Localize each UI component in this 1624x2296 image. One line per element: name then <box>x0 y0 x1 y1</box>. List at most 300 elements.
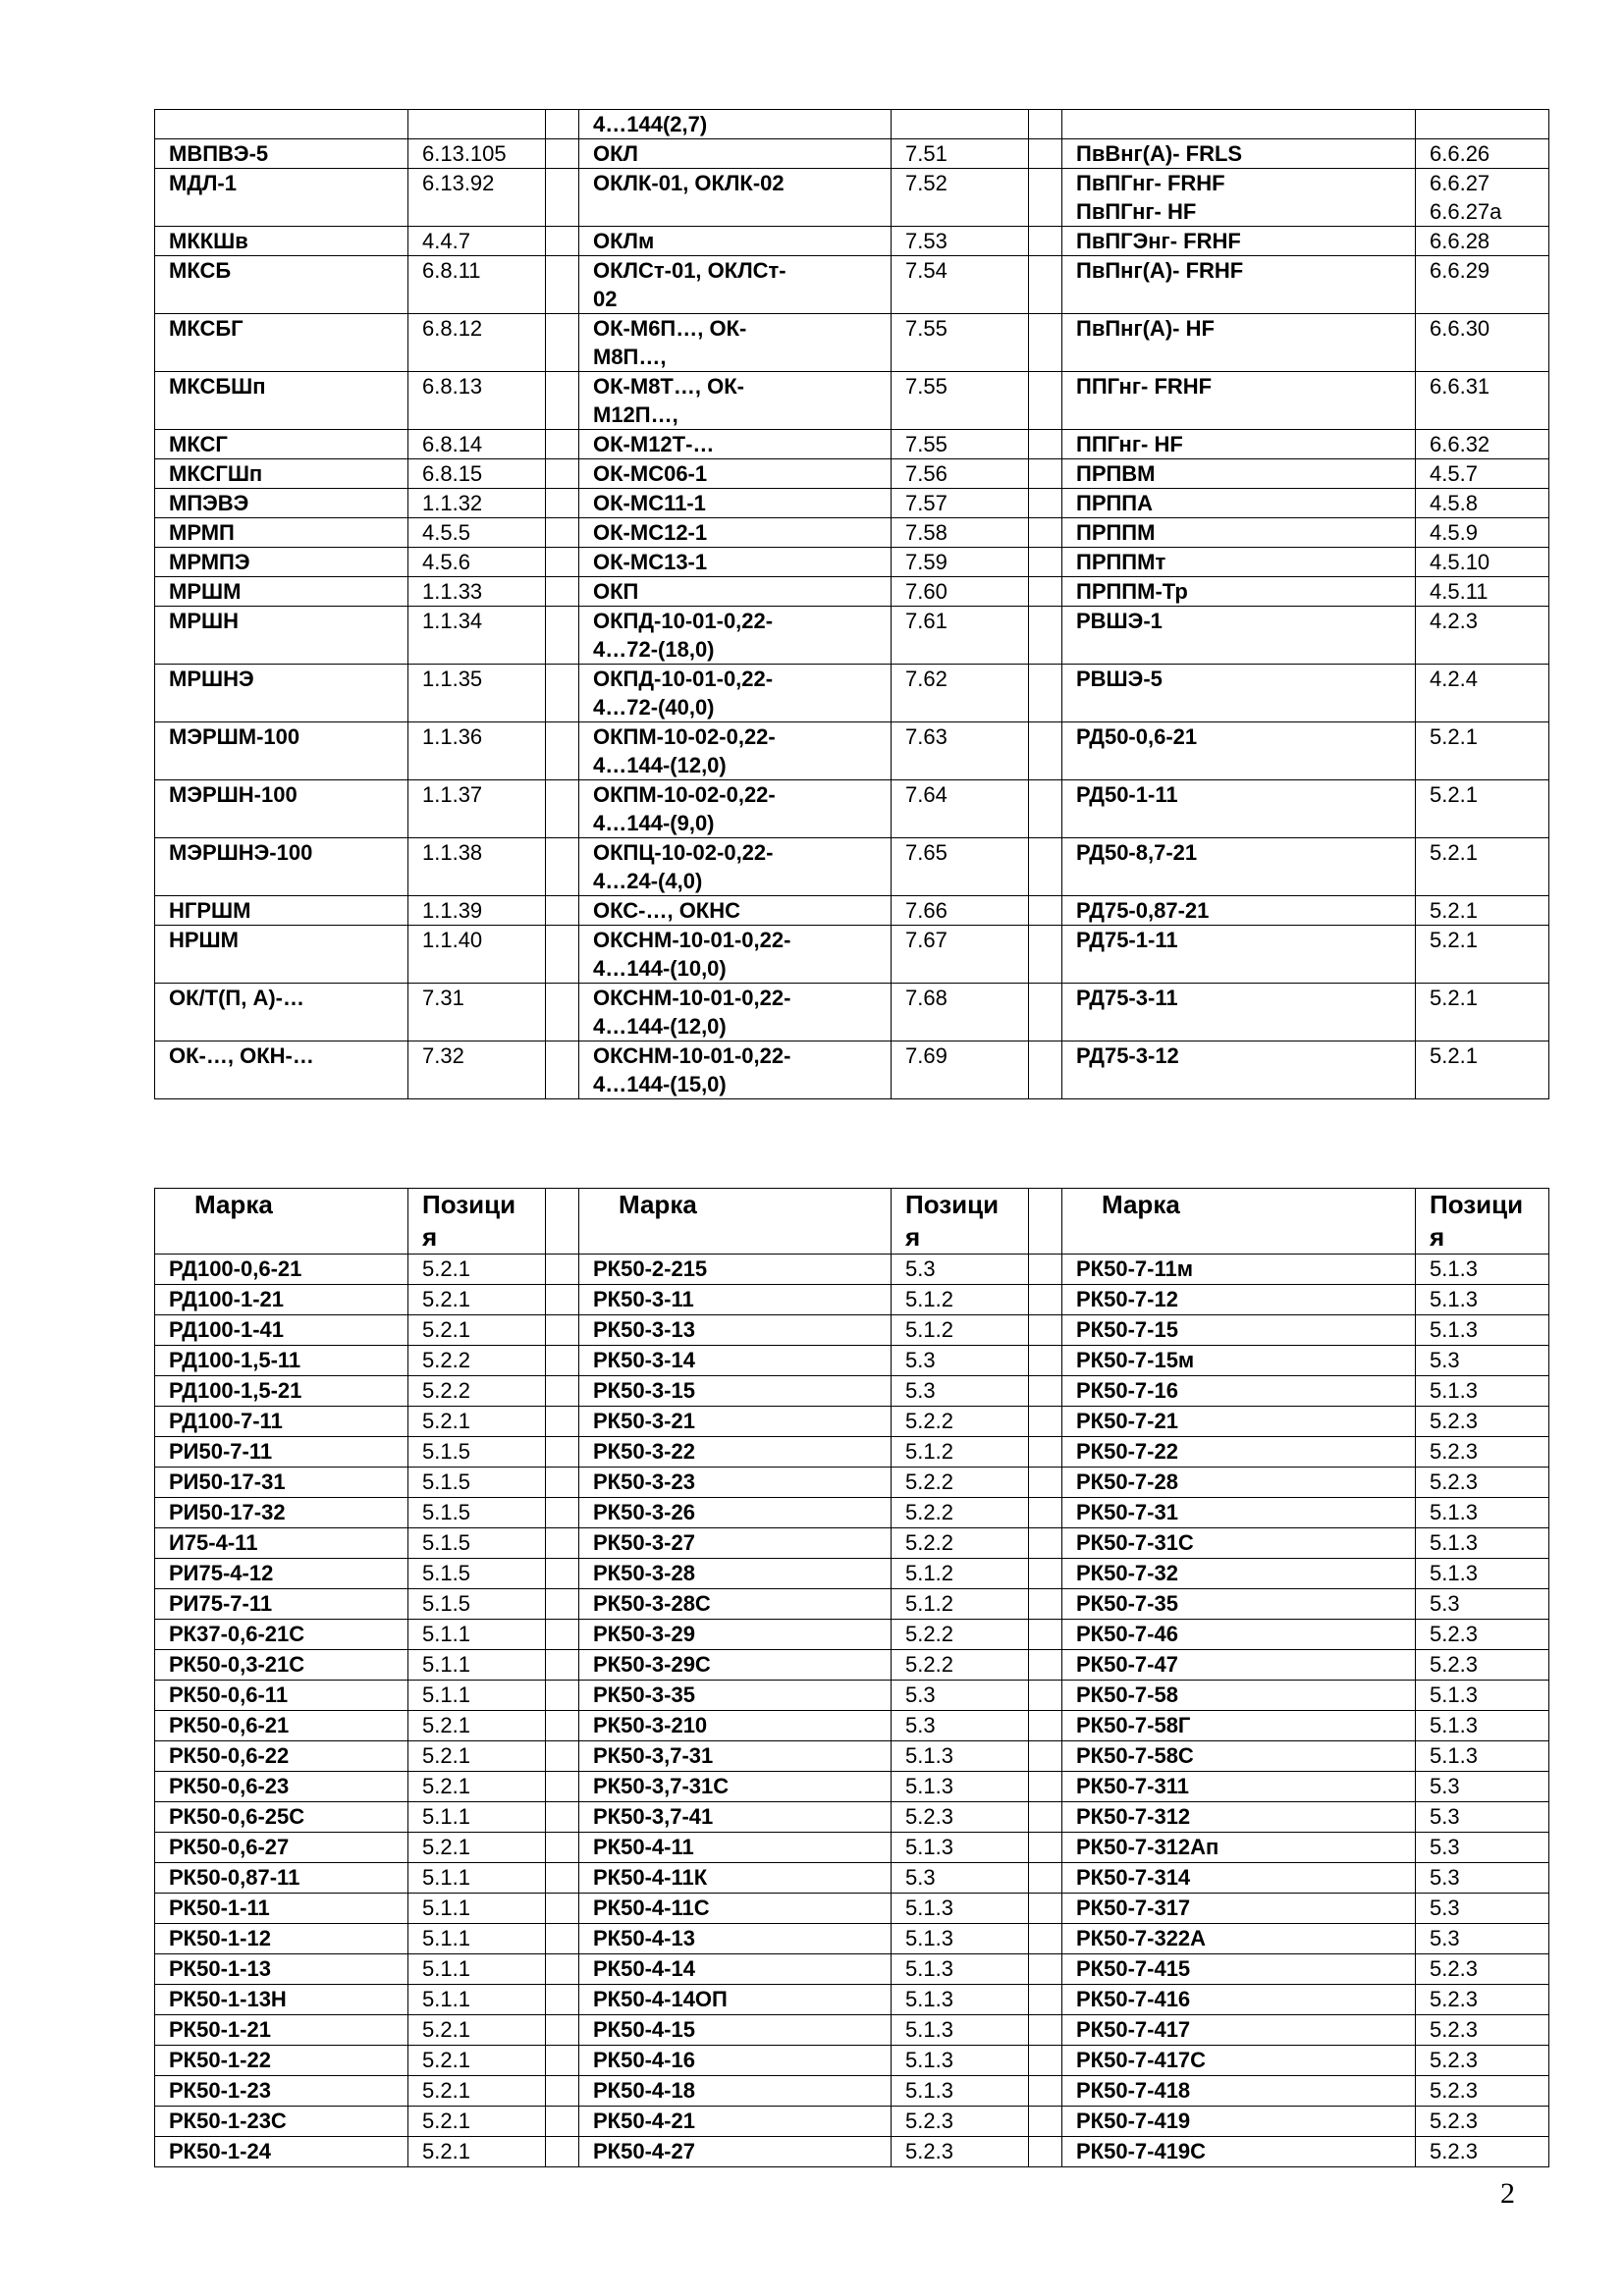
position-cell: 5.3 <box>892 1255 1029 1285</box>
gap-cell <box>1029 1437 1062 1468</box>
gap-cell <box>546 459 579 489</box>
cell-line <box>169 1012 407 1041</box>
position-cell: 5.2.2 <box>892 1650 1029 1681</box>
mark-cell: РК50-0,3-21С <box>155 1650 408 1681</box>
cell-line: 4.5.8 <box>1430 491 1478 515</box>
position-cell <box>892 256 1029 314</box>
cell-line <box>905 343 1028 371</box>
mark-cell <box>155 430 408 459</box>
cell-line: 7.55 <box>905 316 947 341</box>
position-cell <box>1416 1041 1549 1099</box>
mark-cell: РК50-3,7-31С <box>579 1772 892 1802</box>
cell-line <box>1076 635 1415 664</box>
cell-line: ОКЛм <box>593 229 655 253</box>
cell-line: ОКПД-10-01-0,22- <box>593 609 774 633</box>
mark-cell: РК37-0,6-21С <box>155 1620 408 1650</box>
position-cell: 5.2.2 <box>892 1528 1029 1559</box>
cell-line: ОКПД-10-01-0,22- <box>593 667 774 691</box>
mark-cell: РК50-3-29С <box>579 1650 892 1681</box>
table-row <box>155 1924 1549 1954</box>
position-cell <box>892 577 1029 607</box>
cell-line <box>905 1012 1028 1041</box>
position-cell <box>408 489 546 518</box>
mark-cell: РД100-0,6-21 <box>155 1255 408 1285</box>
position-cell: 5.2.2 <box>892 1498 1029 1528</box>
cell-line: ППГнг- HF <box>1076 432 1183 456</box>
cell-line: 02 <box>593 287 618 311</box>
position-cell <box>892 227 1029 256</box>
gap-cell <box>546 607 579 665</box>
cell-line <box>1076 867 1415 895</box>
cell-line <box>422 110 545 138</box>
mark-cell: РК50-7-418 <box>1062 2076 1416 2107</box>
gap-cell <box>546 1407 579 1437</box>
gap-cell <box>1029 489 1062 518</box>
gap-cell <box>546 1528 579 1559</box>
position-cell <box>408 665 546 722</box>
table-row <box>155 169 1549 227</box>
cell-line: 7.56 <box>905 461 947 486</box>
mark-cell <box>579 169 892 227</box>
mark-cell: РК50-0,6-23 <box>155 1772 408 1802</box>
mark-cell <box>1062 665 1416 722</box>
cell-line <box>1430 285 1548 313</box>
position-cell: 5.3 <box>892 1346 1029 1376</box>
mark-cell <box>579 780 892 838</box>
cell-line <box>905 867 1028 895</box>
mark-cell: РК50-3-22 <box>579 1437 892 1468</box>
cell-line: 7.60 <box>905 579 947 604</box>
position-cell: 5.1.2 <box>892 1559 1029 1589</box>
mark-cell: РК50-3-11 <box>579 1285 892 1315</box>
table-row <box>155 665 1549 722</box>
position-cell <box>1416 110 1549 139</box>
mark-cell <box>1062 722 1416 780</box>
mark-cell <box>579 227 892 256</box>
cell-line: ОКПМ-10-02-0,22- <box>593 724 776 749</box>
mark-cell: РК50-7-416 <box>1062 1985 1416 2015</box>
cell-line: 5.2.1 <box>1430 928 1478 952</box>
cell-line: 4.5.6 <box>422 550 470 574</box>
mark-cell: РК50-3-27 <box>579 1528 892 1559</box>
gap-cell <box>1029 548 1062 577</box>
cell-line: 7.68 <box>905 986 947 1010</box>
gap-cell <box>1029 1863 1062 1894</box>
gap-cell <box>1029 926 1062 984</box>
position-cell: 5.1.3 <box>892 1985 1029 2015</box>
gap-cell <box>546 110 579 139</box>
cell-line: 7.62 <box>905 667 947 691</box>
position-cell <box>892 372 1029 430</box>
cell-line <box>169 867 407 895</box>
cell-line: 7.64 <box>905 782 947 807</box>
mark-cell: РИ75-7-11 <box>155 1589 408 1620</box>
gap-cell <box>546 227 579 256</box>
position-cell <box>892 139 1029 169</box>
gap-cell <box>1029 2107 1062 2137</box>
mark-cell: РК50-0,6-22 <box>155 1741 408 1772</box>
table-row <box>155 1833 1549 1863</box>
cell-line: МКСГШп <box>169 461 263 486</box>
page-number: 2 <box>1500 2177 1515 2210</box>
position-cell <box>1416 227 1549 256</box>
cell-line <box>1076 954 1415 983</box>
mark-cell <box>155 227 408 256</box>
mark-cell: РК50-4-27 <box>579 2137 892 2167</box>
table-row <box>155 1376 1549 1407</box>
mark-cell: РК50-7-314 <box>1062 1863 1416 1894</box>
cell-line: ОК-М8Т…, ОК- <box>593 374 744 399</box>
mark-cell: РК50-7-12 <box>1062 1285 1416 1315</box>
cell-line: 4.2.4 <box>1430 667 1478 691</box>
mark-cell <box>579 548 892 577</box>
table-row <box>155 1559 1549 1589</box>
mark-cell: РК50-2-215 <box>579 1255 892 1285</box>
mark-cell: РК50-7-317 <box>1062 1894 1416 1924</box>
gap-cell <box>1029 372 1062 430</box>
cell-line: 7.54 <box>905 258 947 283</box>
gap-cell <box>546 1711 579 1741</box>
mark-cell <box>155 110 408 139</box>
cell-line <box>422 343 545 371</box>
gap-cell <box>1029 2046 1062 2076</box>
gap-cell <box>546 1985 579 2015</box>
header-mark-3: Марка <box>1062 1189 1416 1255</box>
table-row <box>155 2137 1549 2167</box>
gap-cell <box>546 1041 579 1099</box>
table-row <box>155 838 1549 896</box>
position-cell: 5.3 <box>892 1376 1029 1407</box>
mark-cell <box>579 896 892 926</box>
header-position-2-line1: Позици <box>905 1190 1000 1219</box>
cell-line: 4.5.11 <box>1430 579 1489 604</box>
cell-line: 6.8.11 <box>422 258 481 283</box>
position-cell: 5.2.3 <box>1416 2015 1549 2046</box>
cell-line <box>1430 751 1548 779</box>
position-cell: 5.1.5 <box>408 1468 546 1498</box>
mark-cell <box>579 459 892 489</box>
gap-cell <box>1029 1954 1062 1985</box>
mark-cell <box>155 896 408 926</box>
cell-line: 4…144-(15,0) <box>593 1072 727 1096</box>
gap-cell <box>546 984 579 1041</box>
position-cell: 5.2.1 <box>408 2046 546 2076</box>
mark-cell <box>579 722 892 780</box>
position-cell <box>408 372 546 430</box>
gap-cell <box>546 489 579 518</box>
position-cell: 5.3 <box>1416 1894 1549 1924</box>
gap-cell <box>546 1346 579 1376</box>
cell-line: 4.5.10 <box>1430 550 1490 574</box>
position-cell <box>1416 665 1549 722</box>
position-cell: 5.3 <box>1416 1772 1549 1802</box>
mark-cell <box>579 984 892 1041</box>
gap-cell <box>1029 1650 1062 1681</box>
mark-cell <box>155 1041 408 1099</box>
position-cell: 5.3 <box>892 1711 1029 1741</box>
gap-cell <box>546 314 579 372</box>
cell-line: РД75-0,87-21 <box>1076 898 1210 923</box>
cell-line: РД75-3-12 <box>1076 1043 1179 1068</box>
mark-cell: РК50-7-32 <box>1062 1559 1416 1589</box>
mark-cell: РК50-4-11К <box>579 1863 892 1894</box>
gap-cell <box>546 665 579 722</box>
mark-cell: РК50-7-15м <box>1062 1346 1416 1376</box>
gap-cell <box>546 1894 579 1924</box>
gap-cell <box>546 1559 579 1589</box>
gap-cell <box>1029 1346 1062 1376</box>
position-cell <box>892 518 1029 548</box>
mark-cell: РК50-7-15 <box>1062 1315 1416 1346</box>
cell-line: 5.2.1 <box>1430 782 1478 807</box>
mark-cell: РК50-7-58 <box>1062 1681 1416 1711</box>
mark-cell: РК50-4-18 <box>579 2076 892 2107</box>
position-cell: 5.1.3 <box>1416 1741 1549 1772</box>
mark-cell <box>579 430 892 459</box>
table-row <box>155 926 1549 984</box>
table-row <box>155 577 1549 607</box>
position-cell: 5.2.3 <box>892 2137 1029 2167</box>
mark-cell <box>579 926 892 984</box>
cell-line: ОКС-…, ОКНС <box>593 898 741 923</box>
position-cell: 5.2.3 <box>1416 1407 1549 1437</box>
cell-line: 4.5.9 <box>1430 520 1478 545</box>
header-position-1 <box>408 1189 546 1255</box>
table-row <box>155 1772 1549 1802</box>
gap-cell <box>1029 169 1062 227</box>
gap-cell <box>1029 139 1062 169</box>
cell-line: ПвПнг(А)- HF <box>1076 316 1215 341</box>
cell-line: ОК-МС11-1 <box>593 491 706 515</box>
mark-cell <box>1062 548 1416 577</box>
mark-cell: И75-4-11 <box>155 1528 408 1559</box>
cell-line <box>1430 809 1548 837</box>
cell-line <box>422 751 545 779</box>
cell-line <box>905 110 1028 138</box>
gap-cell <box>1029 2076 1062 2107</box>
position-cell: 5.1.2 <box>892 1589 1029 1620</box>
table-row <box>155 227 1549 256</box>
mark-cell <box>1062 577 1416 607</box>
cell-line: 7.61 <box>905 609 947 633</box>
cell-line: РВШЭ-5 <box>1076 667 1163 691</box>
cell-line <box>169 954 407 983</box>
position-cell <box>1416 896 1549 926</box>
gap-cell <box>546 1741 579 1772</box>
cell-line <box>422 954 545 983</box>
gap-cell <box>1029 2137 1062 2167</box>
header-position-1-line1: Позици <box>422 1190 516 1219</box>
position-cell: 5.2.1 <box>408 1741 546 1772</box>
position-cell: 5.2.3 <box>1416 1650 1549 1681</box>
position-cell: 5.2.3 <box>1416 2107 1549 2137</box>
mark-cell: РК50-1-21 <box>155 2015 408 2046</box>
cell-line: 7.67 <box>905 928 947 952</box>
mark-cell <box>579 314 892 372</box>
cell-line: 1.1.39 <box>422 898 483 923</box>
mark-cell <box>155 780 408 838</box>
cell-line <box>593 197 891 226</box>
mark-cell: РД100-1-41 <box>155 1315 408 1346</box>
position-cell: 5.1.3 <box>1416 1376 1549 1407</box>
cell-line: 6.13.105 <box>422 141 507 166</box>
cell-line: 5.2.1 <box>1430 986 1478 1010</box>
cell-line <box>1076 809 1415 837</box>
cell-line: РД50-8,7-21 <box>1076 840 1198 865</box>
cell-line <box>905 400 1028 429</box>
cell-line: МКСБГ <box>169 316 244 341</box>
cell-line <box>905 954 1028 983</box>
position-cell <box>1416 314 1549 372</box>
position-cell: 5.2.1 <box>408 1833 546 1863</box>
mark-cell: РК50-7-16 <box>1062 1376 1416 1407</box>
mark-cell <box>155 984 408 1041</box>
mark-cell: РИ50-17-31 <box>155 1468 408 1498</box>
gap-cell <box>546 518 579 548</box>
cell-line: 7.52 <box>905 171 947 195</box>
position-cell: 5.1.1 <box>408 1863 546 1894</box>
cell-line: М12П…, <box>593 402 678 427</box>
cell-line: ОКСНМ-10-01-0,22- <box>593 1043 791 1068</box>
cell-line: ОК-МС12-1 <box>593 520 708 545</box>
mark-cell <box>1062 518 1416 548</box>
mark-cell: РК50-7-31 <box>1062 1498 1416 1528</box>
table-row <box>155 1589 1549 1620</box>
mark-position-table <box>154 1188 1549 2167</box>
cell-line <box>169 400 407 429</box>
position-cell <box>1416 489 1549 518</box>
mark-cell <box>1062 110 1416 139</box>
gap-cell <box>1029 1681 1062 1711</box>
mark-cell: РК50-7-46 <box>1062 1620 1416 1650</box>
table-row <box>155 1802 1549 1833</box>
gap-cell <box>546 139 579 169</box>
position-cell <box>892 722 1029 780</box>
gap-cell <box>1029 2015 1062 2046</box>
mark-cell: РК50-7-322А <box>1062 1924 1416 1954</box>
mark-cell: РК50-3-15 <box>579 1376 892 1407</box>
gap-cell <box>1029 1711 1062 1741</box>
gap-cell <box>1029 1528 1062 1559</box>
mark-cell: РИ50-7-11 <box>155 1437 408 1468</box>
cell-line: ОК/Т(П, А)-… <box>169 986 304 1010</box>
cell-line: 4.2.3 <box>1430 609 1478 633</box>
table-row <box>155 1041 1549 1099</box>
mark-cell <box>155 372 408 430</box>
table-row <box>155 1315 1549 1346</box>
gap-cell <box>1029 1772 1062 1802</box>
table-row <box>155 896 1549 926</box>
cell-line: ОКЛСт-01, ОКЛСт- <box>593 258 786 283</box>
table-row <box>155 1711 1549 1741</box>
position-cell: 5.1.3 <box>892 1772 1029 1802</box>
position-cell <box>892 110 1029 139</box>
position-cell: 5.2.3 <box>1416 2046 1549 2076</box>
mark-cell: РК50-7-312Ап <box>1062 1833 1416 1863</box>
mark-cell <box>155 577 408 607</box>
cell-line: ОКП <box>593 579 639 604</box>
header-position-3-line2: я <box>1430 1222 1445 1252</box>
mark-cell <box>155 926 408 984</box>
gap-cell <box>546 1924 579 1954</box>
gap-cell <box>546 1255 579 1285</box>
cell-line: НГРШМ <box>169 898 251 923</box>
position-cell <box>892 459 1029 489</box>
mark-cell: РК50-7-21 <box>1062 1407 1416 1437</box>
mark-cell: РК50-0,6-27 <box>155 1833 408 1863</box>
mark-cell: РД100-1-21 <box>155 1285 408 1315</box>
header-mark-1: Марка <box>155 1189 408 1255</box>
cell-line <box>1430 867 1548 895</box>
cell-line: МРШН <box>169 609 239 633</box>
cell-line: ОК-…, ОКН-… <box>169 1043 314 1068</box>
cell-line: 7.66 <box>905 898 947 923</box>
cell-line <box>422 635 545 664</box>
cell-line: М8П…, <box>593 345 667 369</box>
cell-line: ОКЛК-01, ОКЛК-02 <box>593 171 785 195</box>
cell-line <box>169 343 407 371</box>
gap-cell <box>1029 1468 1062 1498</box>
table-row <box>155 780 1549 838</box>
position-cell: 5.1.1 <box>408 1620 546 1650</box>
mark-cell: РК50-3-14 <box>579 1346 892 1376</box>
gap-cell <box>1029 1189 1062 1255</box>
cell-line: 1.1.37 <box>422 782 483 807</box>
cell-line: 7.65 <box>905 840 947 865</box>
cell-line: МКСБШп <box>169 374 266 399</box>
mark-cell: РК50-4-16 <box>579 2046 892 2076</box>
cell-line: 5.2.1 <box>1430 840 1478 865</box>
position-cell: 5.1.5 <box>408 1437 546 1468</box>
cell-line: 7.63 <box>905 724 947 749</box>
cell-line: НРШМ <box>169 928 239 952</box>
position-cell <box>892 780 1029 838</box>
position-cell <box>408 896 546 926</box>
table-row <box>155 372 1549 430</box>
table-header-row <box>155 1189 1549 1255</box>
gap-cell <box>1029 1041 1062 1099</box>
mark-cell: РК50-4-11С <box>579 1894 892 1924</box>
cell-line: МВПВЭ-5 <box>169 141 269 166</box>
position-cell: 5.1.1 <box>408 1985 546 2015</box>
mark-cell: РК50-7-58Г <box>1062 1711 1416 1741</box>
gap-cell <box>1029 1255 1062 1285</box>
mark-cell <box>1062 1041 1416 1099</box>
cell-line: 6.6.31 <box>1430 374 1490 399</box>
cell-line <box>905 693 1028 721</box>
mark-cell <box>1062 780 1416 838</box>
position-cell <box>1416 169 1549 227</box>
gap-cell <box>1029 459 1062 489</box>
cell-line: 7.31 <box>422 986 464 1010</box>
mark-cell: РК50-1-22 <box>155 2046 408 2076</box>
cell-line: 1.1.34 <box>422 609 483 633</box>
position-cell: 5.1.3 <box>892 1954 1029 1985</box>
position-cell: 5.3 <box>1416 1833 1549 1863</box>
position-cell: 5.2.3 <box>892 1802 1029 1833</box>
cell-line <box>905 1070 1028 1098</box>
gap-cell <box>546 1589 579 1620</box>
position-cell: 5.2.3 <box>1416 1954 1549 1985</box>
gap-cell <box>546 2107 579 2137</box>
position-cell <box>408 518 546 548</box>
table-row <box>155 518 1549 548</box>
position-cell: 5.2.1 <box>408 1407 546 1437</box>
cell-line: 5.2.1 <box>1430 898 1478 923</box>
position-cell <box>1416 926 1549 984</box>
mark-cell: РК50-0,6-11 <box>155 1681 408 1711</box>
table-row <box>155 2107 1549 2137</box>
